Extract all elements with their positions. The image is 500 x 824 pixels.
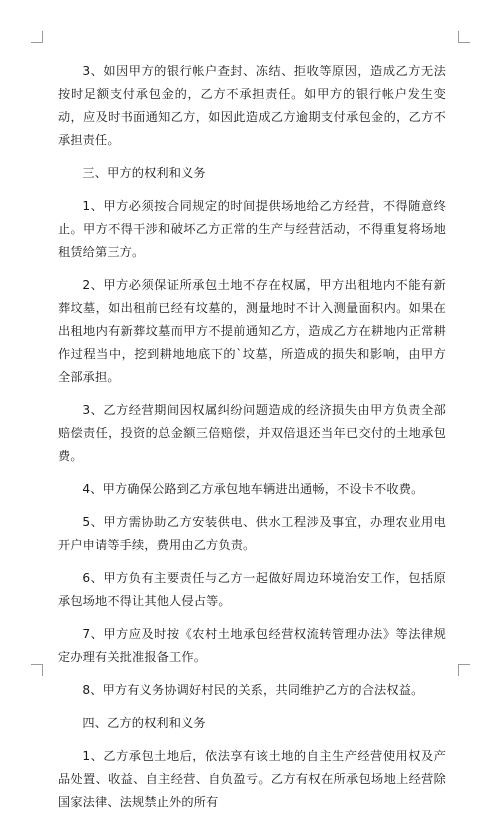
crop-mark-top-left [31, 31, 43, 43]
paragraph-a7-legal-filing: 7、甲方应及时按《农村土地承包经营权流转管理办法》等法律规定办理有关批准报备工作。 [58, 627, 446, 664]
crop-mark-bottom-left [31, 664, 43, 676]
paragraph-a8-villager-relations: 8、甲方有义务协调好村民的关系，共同维护乙方的合法权益。 [82, 683, 424, 697]
paragraph-a4-road-access: 4、甲方确保公路到乙方承包地车辆进出通畅，不设卡不收费。 [82, 482, 424, 496]
paragraph-3-bank-account: 3、如因甲方的银行帐户查封、冻结、拒收等原因，造成乙方无法按时足额支付承包金的，乙方不承担责任。如甲方的银行帐户发生变动，应及时书面通知乙方，如因此造成乙方逾期支付承包金的，乙方不承担责任。 [58, 64, 446, 147]
section-heading-party-a-rights: 三、甲方的权利和义务 [82, 166, 206, 180]
crop-mark-top-right [458, 31, 470, 43]
document-body [58, 60, 446, 824]
paragraph-a5-utilities: 5、甲方需协助乙方安装供电、供水工程涉及事宜，办理农业用电开户申请等手续，费用由乙方负责。 [58, 515, 446, 552]
paragraph-a2-land-ownership: 2、甲方必须保证所承包土地不存在权属，甲方出租地内不能有新葬坟墓，如出租前已经有坟墓的，测量地时不计入测量面积内。如果在出租地内有新葬坟墓而甲方不提前通知乙方，造成乙方在耕地内正常耕作过程当中，挖到耕地地底下的`坟墓，所造成的损失和影响，由甲方全部承担。 [58, 278, 446, 384]
section-heading-party-b-rights: 四、乙方的权利和义务 [82, 716, 206, 730]
paragraph-a3-dispute-compensation: 3、乙方经营期间因权属纠纷问题造成的经济损失由甲方负责全部赔偿责任，投资的总金额三倍赔偿，并双倍退还当年已交付的土地承包费。 [58, 403, 446, 463]
paragraph-b1-land-use-rights: 1、乙方承包土地后，依法享有该土地的自主生产经营使用权及产品处置、收益、自主经营、自负盈亏。乙方有权在所承包场地上经营除国家法律、法规禁止外的所有 [58, 749, 446, 809]
crop-mark-bottom-right [458, 664, 470, 676]
paragraph-a6-security: 6、甲方负有主要责任与乙方一起做好周边环境治安工作，包括原承包场地不得让其他人侵占等。 [58, 571, 446, 608]
paragraph-a1-provide-site: 1、甲方必须按合同规定的时间提供场地给乙方经营，不得随意终止。甲方不得干涉和破坏乙方正常的生产与经营活动，不得重复将场地租赁给第三方。 [58, 199, 446, 259]
